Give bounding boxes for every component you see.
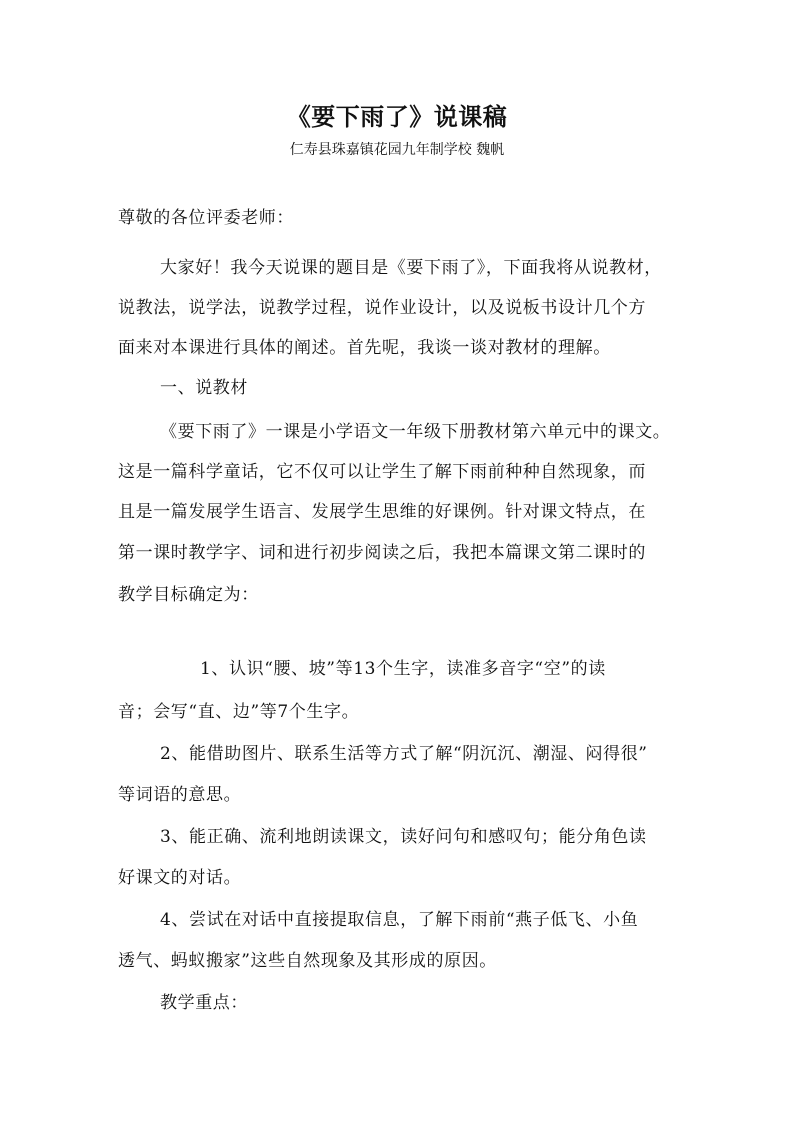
objective-item-line: 1、认识“腰、坡”等13个生字，读准多音字“空”的读 xyxy=(200,659,606,679)
intro-paragraph-line: 说教法，说学法，说教学过程，说作业设计，以及说板书设计几个方 xyxy=(118,298,646,318)
author-byline: 仁寿县珠嘉镇花园九年制学校 魏帆 xyxy=(289,142,505,158)
textbook-paragraph-line: 教学目标确定为： xyxy=(118,585,259,605)
document-title: 《要下雨了》说课稿 xyxy=(286,103,508,131)
textbook-paragraph-line: 且是一篇发展学生语言、发展学生思维的好课例。针对课文特点，在 xyxy=(118,502,646,522)
objective-item-line: 等词语的意思。 xyxy=(118,785,242,805)
section-heading: 一、说教材 xyxy=(160,378,248,398)
textbook-paragraph-line: 《要下雨了》一课是小学语文一年级下册教材第六单元中的课文。 xyxy=(160,422,671,442)
objective-item-line: 3、能正确、流利地朗读课文，读好问句和感叹句；能分角色读 xyxy=(160,827,647,847)
objective-item-line: 透气、蚂蚁搬家”这些自然现象及其形成的原因。 xyxy=(118,951,497,971)
objective-item-line: 好课文的对话。 xyxy=(118,868,242,888)
key-points-heading: 教学重点： xyxy=(160,993,248,1013)
objective-item-line: 音；会写“直、边”等7个生字。 xyxy=(118,702,360,722)
intro-paragraph-line: 面来对本课进行具体的阐述。首先呢，我谈一谈对教材的理解。 xyxy=(118,338,611,358)
textbook-paragraph-line: 第一课时教学字、词和进行初步阅读之后，我把本篇课文第二课时的 xyxy=(118,543,646,563)
textbook-paragraph-line: 这是一篇科学童话，它不仅可以让学生了解下雨前种种自然现象，而 xyxy=(118,462,646,482)
objective-item-line: 4、尝试在对话中直接提取信息，了解下雨前“燕子低飞、小鱼 xyxy=(160,910,639,930)
objective-item-line: 2、能借助图片、联系生活等方式了解“阴沉沉、潮湿、闷得很” xyxy=(160,744,648,764)
salutation-line: 尊敬的各位评委老师： xyxy=(118,208,294,228)
intro-paragraph-line: 大家好！我今天说课的题目是《要下雨了》，下面我将从说教材， xyxy=(160,258,662,278)
